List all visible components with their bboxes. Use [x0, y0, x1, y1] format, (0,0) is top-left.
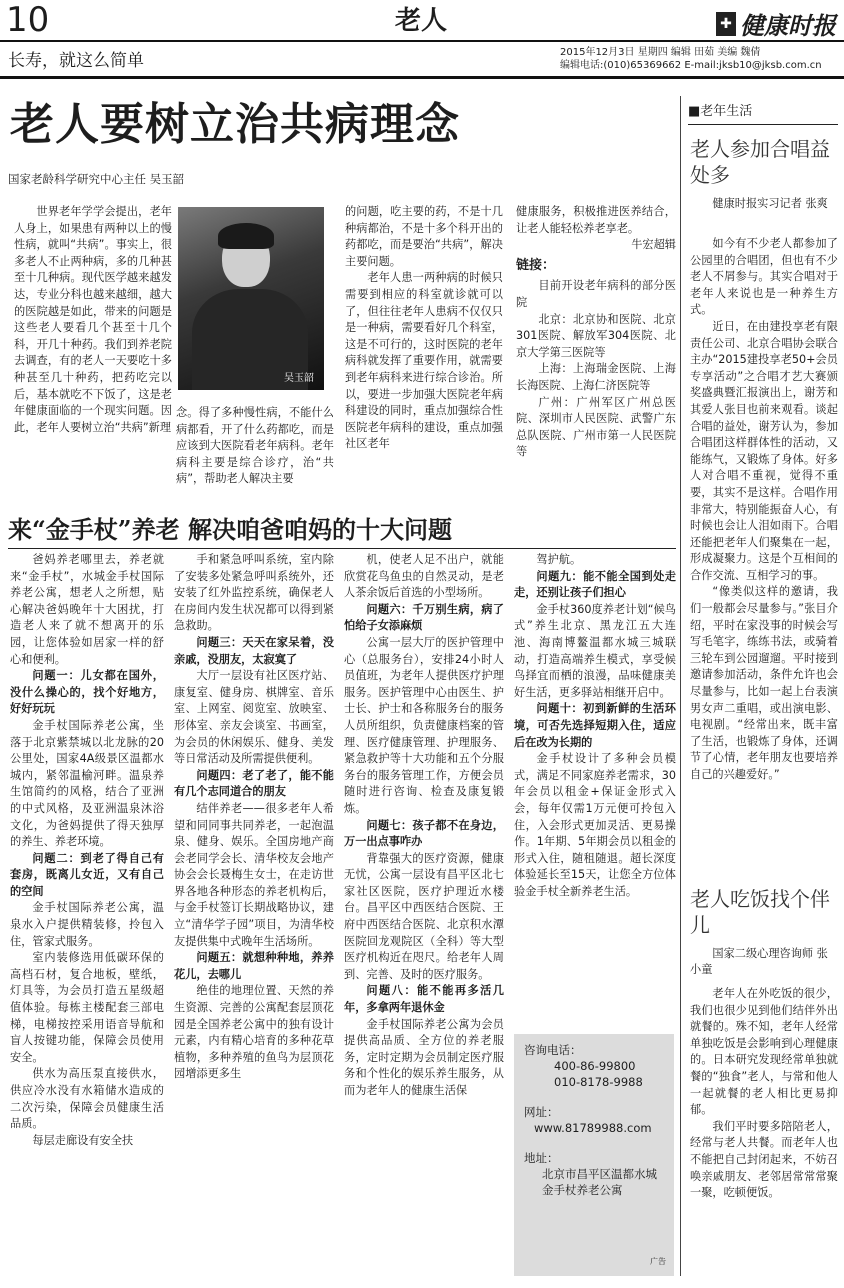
sidebar-header-rule: [688, 124, 838, 125]
second-col-4: [514, 552, 676, 1026]
paragraph: 如今有不少老人都参加了公园里的合唱团，但也有不少老人不屑参与。其实合唱对于老年人来说也是一种养生方式。: [690, 237, 838, 317]
paragraph: 问题九：能不能全国到处走走，还别让孩子们担心: [514, 569, 676, 600]
sidebar-article-1-title: 老人参加合唱益处多: [690, 137, 830, 187]
paragraph: 室内装修选用低碳环保的高档石材，复合地板，壁纸，灯具等，为会员打造五星级超值体验。每栋主楼配套三部电梯，电梯按控采用语音导航和盲人按键功能，保障会员使用安全。: [10, 951, 164, 1064]
link-title: 链接：: [516, 257, 556, 273]
main-title: 老人要树立治共病理念: [10, 99, 460, 150]
paragraph: 结伴养老——很多老年人希望和同同事共同养老，一起泡温泉、健身、娱乐。全国房地产商会老同学会长、清华校友会地产协会会长聂梅生女士，在走访世界各地各种形态的养老机构后，与金手杖签订长期战略协议，建立“清华学子园”项目，为清华校友提供集中式晚年生活场所。: [174, 801, 334, 948]
brand-logo: [716, 6, 836, 41]
paragraph: 我们平时要多陪陪老人，经常与老人共餐。而老年人也不能把自己封闭起来，不妨召唤亲戚朋友、老邻居常常常聚一聚，吃顿便饭。: [690, 1119, 838, 1200]
paragraph: 驾护航。: [536, 553, 582, 566]
paragraph: 问题四：老了老了，能不能有几个志同道合的朋友: [174, 768, 334, 799]
paragraph: 问题七：孩子都不在身边，万一出点事咋办: [344, 818, 504, 849]
paragraph: 公寓一层大厅的医护管理中心（总服务台），安排24小时人员值班，为老年人提供医疗护理服务。医护管理中心由医生、护士长、护士和各称服务台的服务人员所组织，负责健康档案的管理、医疗健康管理、护理服务、紧急救护等十大功能和五个分服务台的服务管理工作，方便会员随时进行咨询、检查及康复锻炼。: [344, 635, 504, 815]
paragraph: 手和紧急呼叫系统，室内除了安装多处紧急呼叫系统外，还安装了红外监控系统，确保老人在房间内发生状况都可以得到紧急救助。: [174, 553, 334, 633]
paragraph: 背靠强大的医疗资源，健康无忧，公寓一层设有昌平区北七家社区医院，医疗护理近水楼台。昌平区中西医结合医院、王府中西医结合医院、北京积水潭医院回龙观院区（全科）等大型医疗机构近在咫尺。给老年人周到、完善、及时的医疗服务。: [344, 851, 504, 981]
paragraph: 金手杖设计了多种会员模式，满足不同家庭养老需求，30年会员以租金+保证金形式入会，每年仅需1万元便可拎包入住，入会形式更加灵活、更易操作。1年期、5年期会员以租金的形式入住，随租随退。超长深度体验延长至15天，让您全方位体验金手杖全新养老生活。: [514, 752, 676, 898]
paragraph: 每层走廊设有安全扶: [32, 1133, 134, 1147]
second-title: 来“金手杖”养老 解决咱爸咱妈的十大问题: [8, 515, 452, 544]
paragraph: 机，使老人足不出户，就能欣赏花鸟鱼虫的自然灵动，是老人茶余饭后首选的小型场所。: [344, 553, 504, 600]
paragraph: 问题一：儿女都在国外，没什么操心的，找个好地方，好好玩玩: [10, 669, 164, 716]
paragraph: 问题六：千万别生病，病了怕给子女添麻烦: [344, 602, 504, 633]
phone-2: 010-8178-9988: [554, 1075, 643, 1089]
main-col-1: 世界老年学学会提出，老年人身上，如果患有两种以上的慢性病，就叫“共病”。事实上，很多老人不止两种病，多的几种甚至十几种病。现代医学越来越发达，专业分科也越来越细，越大的医院越是如此，带来的问题是这些老人要看几个甚至十几个科，开几十种药。我们到养老院去调查，有的老人一天要吃十多种甚至几十种药，把药吃完以后，基本就吃不下饭了，这是老年健康面临的一个现实问题。因此，老年人要树立治“共病”新理: [14, 205, 172, 434]
photo-caption: 吴玉韶: [284, 373, 314, 384]
section-title: 老人: [395, 6, 448, 36]
phone-label: 咨询电话：: [524, 1043, 582, 1057]
paragraph: 金手杖360度养老计划“候鸟式”养生北京、黑龙江五大连池、海南博鳌温都水城三城联动，打造高端养生模式，享受候鸟择宜而栖的浪漫，品味健康美好生活，更多驿站相继开启中。: [514, 602, 676, 699]
address-label: 地址：: [524, 1151, 559, 1165]
info-line-2: 编辑电话:(010)65369662 E-mail:jksb10@jksb.com.cn: [560, 60, 822, 71]
divider: [680, 96, 681, 1276]
sidebar-article-2-byline: 国家二级心理咨询师 张小童: [690, 947, 828, 976]
header-rule: [0, 40, 844, 42]
paragraph: “像类似这样的邀请，我们一般都会尽量参与。”张目介绍，平时在家没事的时候会写写毛笔字，练练书法，或骑着三轮车到公园遛遛。平时接到邀请参加活动，条件允许也会尽量参与，比如一起上台表演男女声二重唱，或出演电影、电视剧。“经常出来，既丰富了生活，也锻炼了身体，还调节了心情，老年朋友也要培养自己的兴趣爱好。”: [690, 585, 838, 781]
main-col-2: 念。得了多种慢性病，不能什么病都看，开了什么药都吃，而是应该到大医院看老年病科。老年病科主要是综合诊疗，治“共病”，帮助老人解决主要: [176, 406, 334, 486]
paragraph: 供水为高压泵直接供水，供应冷水没有水箱储水造成的二次污染，保障会员健康生活品质。: [10, 1067, 164, 1131]
second-col-2: [174, 552, 334, 1282]
paragraph: 问题八：能不能再多活几年，多拿两年退休金: [344, 984, 504, 1015]
paragraph: 问题三：天天在家呆着，没亲戚，没朋友，太寂寞了: [174, 635, 334, 666]
paragraph: 金手杖国际养老公寓，坐落于北京紫禁城以北龙脉的20公里处，国家4A级景区温都水城内，紧邻温榆河畔。温泉养生馆简约的风格，结合了亚洲的中式风格，及亚洲温泉沐浴文化，为爸妈提供了得天独厚的养生、养老环境。: [10, 718, 164, 849]
logo-icon: ✚: [716, 12, 736, 36]
paragraph: 近日，在由建投享老有限责任公司、北京合唱协会联合主办“2015建投享老50+会员专享活动”之合唱才艺大赛颁奖盛典暨汇报演出上，谢芳和其爱人张目也前来观看。谈起合唱的益处，谢芳认为，参加合唱团这样群体性的活动，又能练气，又锻炼了身体。好多人对合唱不重视，觉得不重要，其实不是这样。合唱作用非常大，特别能振奋人心，有时候也会让人泪如雨下。合唱还能把老年人们聚集在一起，形成凝聚力。这是个互相间的合作交流、互相学习的事。: [690, 319, 838, 582]
tagline: 长寿，就这么简单: [8, 51, 144, 71]
sidebar-header: ■老年生活: [688, 104, 753, 119]
website: www.81789988.com: [534, 1121, 652, 1135]
main-col-4: 健康服务，积极推进医养结合，让老人能轻松养老享老。 牛宏超辑 链接： 目前开设老年病科的部分医院 北京：北京协和医院、北京301医院、解放军304医院、北京大学第三医院等 上海：上海瑞金医院、上海长海医院、上海仁济医院等 广州：广州军区广州总医院、深圳市人民医院、武警广东总队医院、广州市第一人民医院等: [516, 205, 676, 459]
paragraph: 老年人在外吃饭的很少，我们也很少见到他们结伴外出就餐的。殊不知，老年人经常单独吃饭是会影响到心理健康的。日本研究发现经常单独就餐的“独食”老人，与常和他人一起就餐的老人相比更易抑郁。: [690, 987, 838, 1117]
paragraph: 问题二：到老了得自己有套房，既离儿女近，又有自己的空间: [10, 851, 164, 898]
header-rule-2: [0, 76, 844, 79]
main-col-3: 的问题，吃主要的药，不是十几种病都治，不是十多个科开出的药都吃，而是要治“共病”，解决主要问题。 老年人患一两种病的时候只需要到相应的科室就诊就可以了，但往往老年人患病不仅仅只是一种病，需要看好几个科室，这是不可行的，这时医院的老年病科就发挥了重要作用，就需要到老年病科来进行综合诊治。所以，要进一步加强大医院老年病科建设的同时，重点加强综合性医院老年病科的建设，重点加强社区老年: [345, 205, 503, 451]
info-line-1: 2015年12月3日 星期四 编辑 田茹 美编 魏倩: [560, 47, 761, 58]
paragraph: 大厅一层设有社区医疗站、康复室、健身房、棋牌室、音乐室、上网室、阅览室、放映室、形体室、亲友会谈室、书画室，为会员的休闲娱乐、健身、美发等日常活动及所需提供便利。: [174, 669, 334, 766]
page-number: 10: [6, 0, 50, 40]
brand-name: 健康时报: [740, 11, 836, 40]
sidebar-article-1-byline: 健康时报实习记者 张爽: [712, 197, 828, 210]
contact-box: [514, 1034, 674, 1276]
paragraph: 问题五：就想种种地，养养花儿，去哪儿: [174, 951, 334, 981]
photo-hair: [218, 223, 274, 249]
paragraph: 爸妈养老哪里去，养老就来“金手杖”，水城金手杖国际养老公寓，想老人之所想，贴心解决爸妈晚年十大困扰，打造老人来了就不想离开的乐园，让您体验如居家一样的舒心和便利。: [10, 553, 164, 666]
second-col-1: [10, 552, 164, 1282]
paragraph: 金手杖国际养老公寓，温泉水入户提供精装修，拎包入住，管家式服务。: [10, 901, 164, 948]
ad-mark: 广告: [650, 1257, 666, 1266]
sidebar-article-2-body: [690, 986, 838, 1276]
sidebar-article-1-body: [690, 236, 838, 876]
phone-1: 400-86-99800: [554, 1059, 636, 1073]
author-photo: [178, 207, 324, 390]
second-rule: [8, 548, 676, 549]
paragraph: 绝佳的地理位置、天然的养生资源、完善的公寓配套层顶花园是全国养老公寓中的独有设计元素，内有精心培育的多种花草植物，多种养殖的鱼鸟为层顶花园增添更多生: [174, 984, 334, 1081]
paragraph: 金手杖国际养老公寓为会员提供高品质、全方位的养老服务，定时定期为会员制定医疗服务和个性化的娱乐养生服务，从而为老年人的健康生活保: [344, 1017, 504, 1097]
website-label: 网址：: [524, 1105, 559, 1119]
sidebar-article-2-title: 老人吃饭找个伴儿: [690, 887, 830, 937]
main-byline: 国家老龄科学研究中心主任 吴玉韶: [8, 172, 185, 186]
second-col-3: [344, 552, 504, 1282]
paragraph: 问题十：初到新鲜的生活环境，可否先选择短期入住，适应后在改为长期的: [514, 702, 676, 749]
address: 北京市昌平区温都水城金手杖养老公寓: [542, 1167, 657, 1197]
